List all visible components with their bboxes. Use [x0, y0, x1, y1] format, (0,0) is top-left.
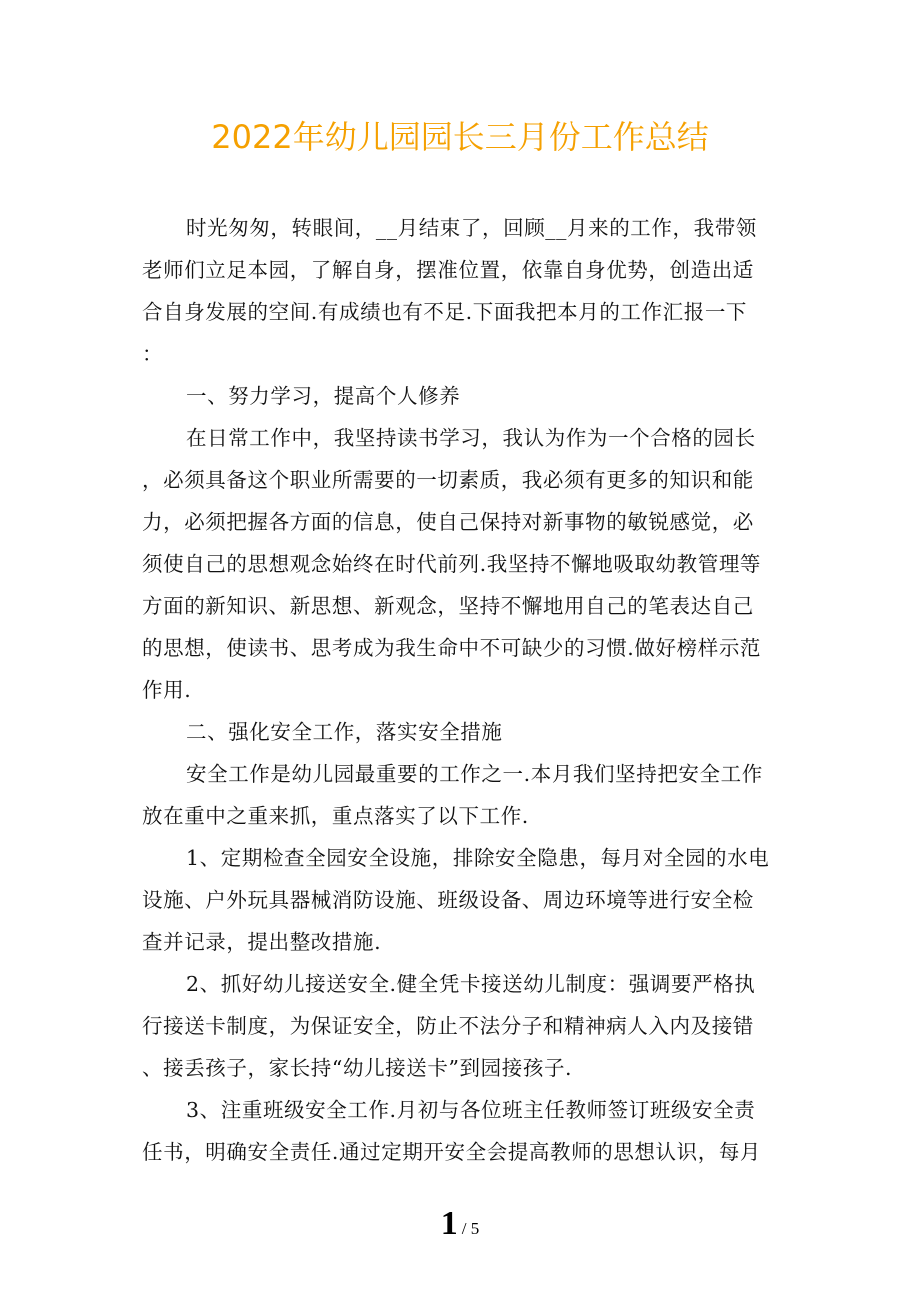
- current-page: 1: [440, 1205, 458, 1242]
- text-line: 设施、户外玩具器械消防设施、班级设备、周边环境等进行安全检: [142, 888, 754, 912]
- text-line: 3、注重班级安全工作.月初与各位班主任教师签订班级安全责: [186, 1098, 756, 1122]
- text-line: ，必须具备这个职业所需要的一切素质，我必须有更多的知识和能: [142, 468, 754, 492]
- text-line: 须使自己的思想观念始终在时代前列.我坚持不懈地吸取幼教管理等: [142, 552, 762, 576]
- page-indicator: [0, 1205, 920, 1243]
- text-line: 二、强化安全工作，落实安全措施: [186, 720, 503, 744]
- document-title: 2022年幼儿园园长三月份工作总结: [211, 118, 709, 156]
- text-line: 老师们立足本园，了解自身，摆准位置，依靠自身优势，创造出适: [142, 258, 754, 282]
- total-pages: / 5: [461, 1219, 480, 1238]
- paragraph: [142, 207, 782, 375]
- paragraph: [142, 963, 782, 1089]
- text-line: 合自身发展的空间.有成绩也有不足.下面我把本月的工作汇报一下: [142, 300, 748, 324]
- text-line: 方面的新知识、新思想、新观念，坚持不懈地用自己的笔表达自己: [142, 594, 754, 618]
- text-line: 行接送卡制度，为保证安全，防止不法分子和精神病人入内及接错: [142, 1014, 754, 1038]
- text-line: 的思想，使读书、思考成为我生命中不可缺少的习惯.做好榜样示范: [142, 636, 762, 660]
- text-line: 查并记录，提出整改措施.: [142, 930, 382, 954]
- paragraph: [142, 417, 782, 711]
- text-line: 、接丢孩子，家长持“幼儿接送卡”到园接孩子.: [142, 1056, 573, 1080]
- paragraph: [142, 375, 782, 417]
- text-line: 2、抓好幼儿接送安全.健全凭卡接送幼儿制度：强调要严格执: [186, 972, 756, 996]
- text-line: 在日常工作中，我坚持读书学习，我认为作为一个合格的园长: [186, 426, 756, 450]
- text-line: 安全工作是幼儿园最重要的工作之一.本月我们坚持把安全工作: [186, 762, 763, 786]
- text-line: 时光匆匆，转眼间，__月结束了，回顾__月来的工作，我带领: [186, 216, 757, 240]
- paragraph: [142, 837, 782, 963]
- text-line: 力，必须把握各方面的信息，使自己保持对新事物的敏锐感觉，必: [142, 510, 754, 534]
- text-line: ：: [142, 342, 164, 366]
- text-line: 任书，明确安全责任.通过定期开安全会提高教师的思想认识，每月: [142, 1140, 762, 1164]
- text-line: 1、定期检查全园安全设施，排除安全隐患，每月对全园的水电: [186, 846, 770, 870]
- paragraph: [142, 753, 782, 837]
- text-line: 一、努力学习，提高个人修养: [186, 384, 461, 408]
- text-line: 放在重中之重来抓，重点落实了以下工作.: [142, 804, 529, 828]
- paragraph: [142, 711, 782, 753]
- paragraph: [142, 1089, 782, 1173]
- text-line: 作用.: [142, 678, 192, 702]
- document-body: [142, 207, 782, 1173]
